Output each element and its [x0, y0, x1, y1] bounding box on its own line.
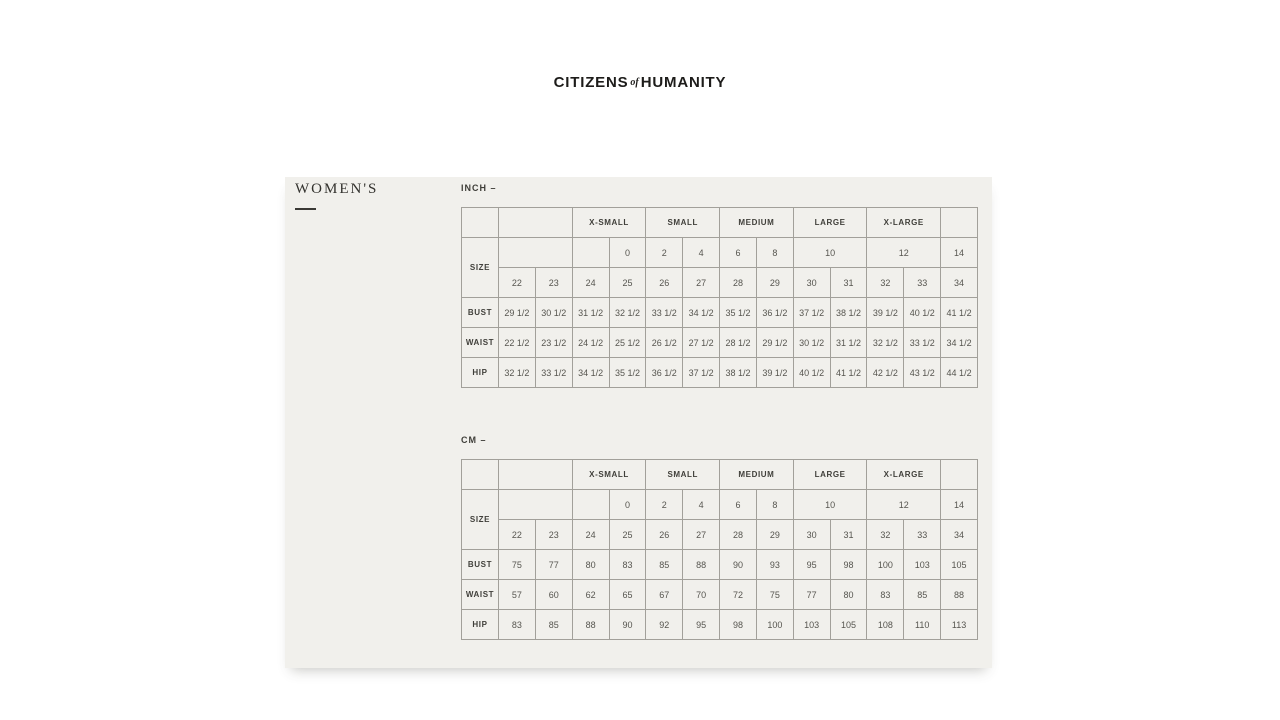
bust-cell: 83: [609, 550, 646, 580]
us-size-cell: 8: [756, 490, 793, 520]
bust-cell: 40 1/2: [904, 298, 941, 328]
group-large: LARGE: [793, 460, 867, 490]
bust-row: [462, 298, 978, 328]
waist-cell: 22 1/2: [499, 328, 536, 358]
numeric-size-row: [462, 520, 978, 550]
waist-row: [462, 328, 978, 358]
waist-cell: 75: [756, 580, 793, 610]
group-small: SMALL: [646, 460, 720, 490]
numeric-size-cell: 24: [572, 268, 609, 298]
waist-cell: 29 1/2: [756, 328, 793, 358]
hip-row: [462, 358, 978, 388]
group-xlarge: X-LARGE: [867, 208, 941, 238]
bust-cell: 98: [830, 550, 867, 580]
bust-cell: 35 1/2: [720, 298, 757, 328]
bust-cell: 103: [904, 550, 941, 580]
empty-cell: [462, 460, 499, 490]
us-size-cell: 6: [720, 490, 757, 520]
empty-cell: [572, 238, 609, 268]
empty-cell: [499, 238, 573, 268]
group-small: SMALL: [646, 208, 720, 238]
us-size-cell: 4: [683, 238, 720, 268]
inch-size-table: [461, 207, 978, 388]
row-label-waist: WAIST: [462, 328, 499, 358]
size-guide-panel: [285, 177, 992, 668]
numeric-size-cell: 27: [683, 520, 720, 550]
numeric-size-cell: 29: [756, 268, 793, 298]
bust-cell: 38 1/2: [830, 298, 867, 328]
numeric-size-cell: 30: [793, 268, 830, 298]
waist-cell: 33 1/2: [904, 328, 941, 358]
waist-cell: 65: [609, 580, 646, 610]
hip-cell: 35 1/2: [609, 358, 646, 388]
bust-cell: 33 1/2: [646, 298, 683, 328]
hip-cell: 38 1/2: [720, 358, 757, 388]
numeric-size-cell: 28: [720, 268, 757, 298]
empty-cell: [462, 208, 499, 238]
numeric-size-cell: 27: [683, 268, 720, 298]
numeric-size-cell: 26: [646, 268, 683, 298]
numeric-size-cell: 33: [904, 520, 941, 550]
hip-cell: 33 1/2: [535, 358, 572, 388]
brand-logo: [0, 74, 1280, 92]
us-size-cell: 0: [609, 490, 646, 520]
bust-cell: 32 1/2: [609, 298, 646, 328]
hip-cell: 92: [646, 610, 683, 640]
hip-cell: 100: [756, 610, 793, 640]
numeric-size-cell: 30: [793, 520, 830, 550]
empty-cell: [499, 208, 573, 238]
bust-cell: 90: [720, 550, 757, 580]
waist-cell: 28 1/2: [720, 328, 757, 358]
numeric-size-cell: 33: [904, 268, 941, 298]
numeric-size-cell: 32: [867, 520, 904, 550]
bust-cell: 88: [683, 550, 720, 580]
row-label-size: SIZE: [462, 238, 499, 298]
waist-cell: 60: [535, 580, 572, 610]
logo-of: of: [630, 77, 639, 88]
us-size-row: [462, 490, 978, 520]
numeric-size-cell: 28: [720, 520, 757, 550]
waist-cell: 23 1/2: [535, 328, 572, 358]
us-size-cell: 2: [646, 238, 683, 268]
row-label-size: SIZE: [462, 490, 499, 550]
cm-table-label: CM –: [461, 435, 487, 445]
row-label-waist: WAIST: [462, 580, 499, 610]
hip-cell: 85: [535, 610, 572, 640]
hip-cell: 105: [830, 610, 867, 640]
waist-cell: 88: [941, 580, 978, 610]
empty-cell: [941, 208, 978, 238]
waist-cell: 83: [867, 580, 904, 610]
bust-cell: 85: [646, 550, 683, 580]
bust-cell: 39 1/2: [867, 298, 904, 328]
hip-cell: 37 1/2: [683, 358, 720, 388]
hip-cell: 110: [904, 610, 941, 640]
bust-cell: 30 1/2: [535, 298, 572, 328]
hip-cell: 43 1/2: [904, 358, 941, 388]
hip-cell: 113: [941, 610, 978, 640]
bust-cell: 80: [572, 550, 609, 580]
group-large: LARGE: [793, 208, 867, 238]
hip-cell: 103: [793, 610, 830, 640]
numeric-size-row: [462, 268, 978, 298]
numeric-size-cell: 31: [830, 520, 867, 550]
hip-cell: 90: [609, 610, 646, 640]
us-size-cell: 12: [867, 238, 941, 268]
waist-cell: 32 1/2: [867, 328, 904, 358]
numeric-size-cell: 31: [830, 268, 867, 298]
us-size-cell: 0: [609, 238, 646, 268]
section-title: WOMEN'S: [295, 181, 379, 197]
bust-cell: 95: [793, 550, 830, 580]
bust-cell: 93: [756, 550, 793, 580]
us-size-cell: 14: [941, 238, 978, 268]
row-label-hip: HIP: [462, 358, 499, 388]
hip-cell: 41 1/2: [830, 358, 867, 388]
row-label-hip: HIP: [462, 610, 499, 640]
numeric-size-cell: 23: [535, 520, 572, 550]
numeric-size-cell: 29: [756, 520, 793, 550]
waist-cell: 30 1/2: [793, 328, 830, 358]
waist-row: [462, 580, 978, 610]
us-size-cell: 2: [646, 490, 683, 520]
hip-cell: 36 1/2: [646, 358, 683, 388]
size-tables: [461, 183, 978, 640]
hip-cell: 39 1/2: [756, 358, 793, 388]
waist-cell: 26 1/2: [646, 328, 683, 358]
bust-cell: 34 1/2: [683, 298, 720, 328]
group-header-row: [462, 460, 978, 490]
waist-cell: 80: [830, 580, 867, 610]
us-size-cell: 12: [867, 490, 941, 520]
numeric-size-cell: 22: [499, 520, 536, 550]
group-medium: MEDIUM: [720, 460, 794, 490]
group-header-row: [462, 208, 978, 238]
title-underline: [295, 208, 316, 210]
hip-cell: 40 1/2: [793, 358, 830, 388]
numeric-size-cell: 34: [941, 520, 978, 550]
empty-cell: [499, 490, 573, 520]
bust-cell: 100: [867, 550, 904, 580]
empty-cell: [941, 460, 978, 490]
hip-cell: 34 1/2: [572, 358, 609, 388]
bust-cell: 36 1/2: [756, 298, 793, 328]
group-xsmall: X-SMALL: [572, 460, 646, 490]
waist-cell: 57: [499, 580, 536, 610]
us-size-cell: 6: [720, 238, 757, 268]
waist-cell: 27 1/2: [683, 328, 720, 358]
waist-cell: 70: [683, 580, 720, 610]
hip-cell: 42 1/2: [867, 358, 904, 388]
bust-cell: 37 1/2: [793, 298, 830, 328]
us-size-cell: 14: [941, 490, 978, 520]
numeric-size-cell: 34: [941, 268, 978, 298]
cm-size-table: [461, 459, 978, 640]
logo-humanity: HUMANITY: [640, 74, 727, 91]
bust-cell: 105: [941, 550, 978, 580]
empty-cell: [572, 490, 609, 520]
hip-cell: 32 1/2: [499, 358, 536, 388]
bust-cell: 29 1/2: [499, 298, 536, 328]
us-size-cell: 8: [756, 238, 793, 268]
group-xsmall: X-SMALL: [572, 208, 646, 238]
bust-cell: 75: [499, 550, 536, 580]
waist-cell: 77: [793, 580, 830, 610]
hip-cell: 83: [499, 610, 536, 640]
hip-cell: 44 1/2: [941, 358, 978, 388]
us-size-cell: 10: [793, 238, 867, 268]
empty-cell: [499, 460, 573, 490]
numeric-size-cell: 24: [572, 520, 609, 550]
numeric-size-cell: 22: [499, 268, 536, 298]
row-label-bust: BUST: [462, 298, 499, 328]
us-size-cell: 10: [793, 490, 867, 520]
waist-cell: 31 1/2: [830, 328, 867, 358]
hip-cell: 98: [720, 610, 757, 640]
waist-cell: 72: [720, 580, 757, 610]
waist-cell: 25 1/2: [609, 328, 646, 358]
us-size-row: [462, 238, 978, 268]
hip-cell: 108: [867, 610, 904, 640]
group-xlarge: X-LARGE: [867, 460, 941, 490]
waist-cell: 34 1/2: [941, 328, 978, 358]
logo-citizens: CITIZENS: [553, 74, 629, 91]
waist-cell: 67: [646, 580, 683, 610]
hip-row: [462, 610, 978, 640]
waist-cell: 62: [572, 580, 609, 610]
bust-row: [462, 550, 978, 580]
inch-table-label: INCH –: [461, 183, 497, 193]
waist-cell: 85: [904, 580, 941, 610]
numeric-size-cell: 25: [609, 520, 646, 550]
bust-cell: 31 1/2: [572, 298, 609, 328]
numeric-size-cell: 32: [867, 268, 904, 298]
bust-cell: 77: [535, 550, 572, 580]
group-medium: MEDIUM: [720, 208, 794, 238]
numeric-size-cell: 25: [609, 268, 646, 298]
bust-cell: 41 1/2: [941, 298, 978, 328]
row-label-bust: BUST: [462, 550, 499, 580]
hip-cell: 88: [572, 610, 609, 640]
numeric-size-cell: 23: [535, 268, 572, 298]
numeric-size-cell: 26: [646, 520, 683, 550]
us-size-cell: 4: [683, 490, 720, 520]
hip-cell: 95: [683, 610, 720, 640]
waist-cell: 24 1/2: [572, 328, 609, 358]
